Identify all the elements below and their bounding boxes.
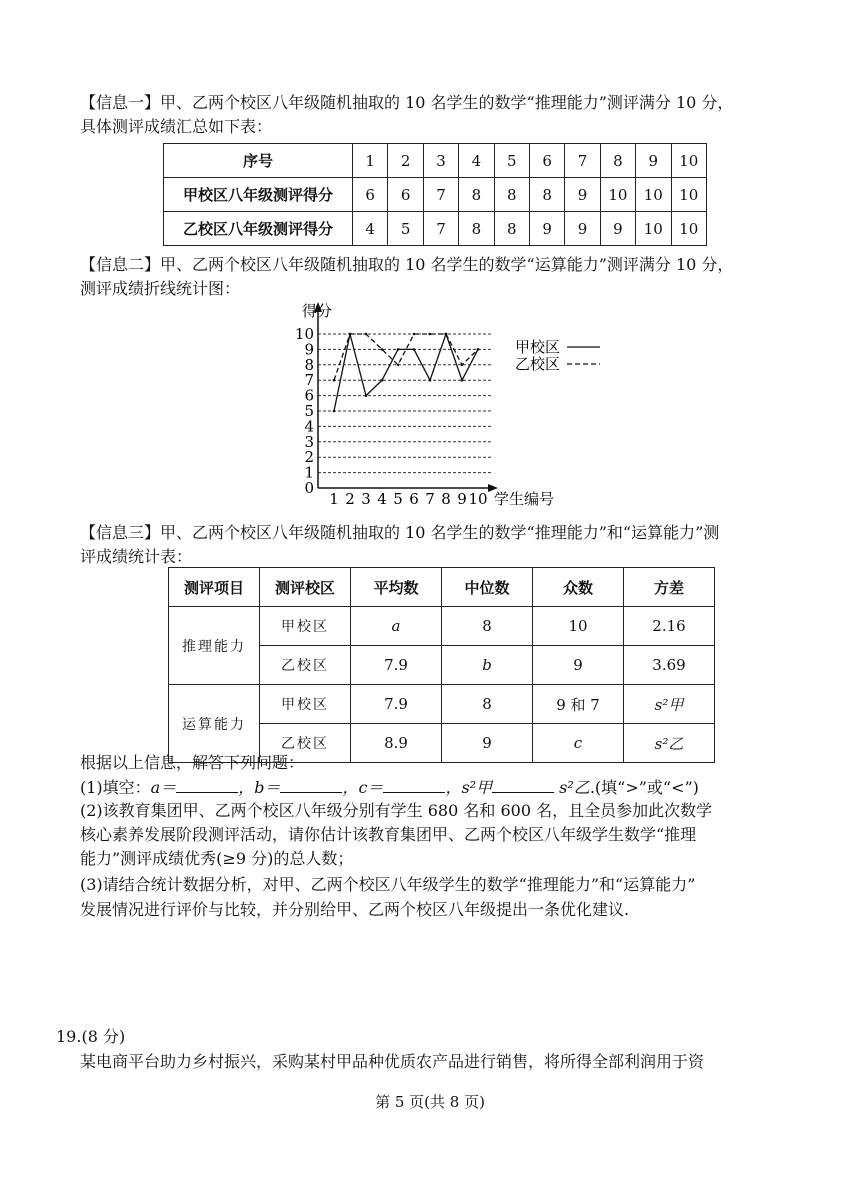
table-row [169, 685, 715, 724]
index-cell: 2 [388, 144, 423, 178]
table-row [169, 568, 715, 607]
info1-line1: 【信息一】甲、乙两个校区八年级随机抽取的 10 名学生的数学“推理能力”测评满分 10 分， [80, 93, 734, 112]
series-point [413, 333, 416, 336]
statistics-table [168, 567, 715, 763]
mean-cell: a [351, 607, 442, 646]
q1-suffix: .(填“>”或“<”) [589, 778, 699, 797]
question-3-line2: 发展情况进行评价与比较，并分别给甲、乙两个校区八年级提出一条优化建议. [80, 900, 630, 919]
info2-line2: 测评成绩折线统计图： [80, 279, 241, 298]
row-label: 甲校区八年级测评得分 [164, 178, 353, 212]
column-header: 众数 [533, 568, 624, 607]
question-2-line2: 核心素养发展阶段测评活动，请你估计该教育集团甲、乙两个校区八年级学生数学“推理 [80, 825, 697, 844]
table-row [164, 212, 707, 246]
score-cell: 6 [353, 178, 388, 212]
mean-cell: 7.9 [351, 646, 442, 685]
mode-cell: 10 [533, 607, 624, 646]
index-cell: 8 [600, 144, 635, 178]
variance-cell: s²乙 [624, 724, 715, 763]
x-tick-label: 4 [377, 490, 387, 508]
column-header: 方差 [624, 568, 715, 607]
table-row [169, 607, 715, 646]
y-tick-label: 5 [304, 402, 314, 420]
legend-label: 甲校区 [515, 338, 561, 356]
info3-line2: 评成绩统计表： [80, 547, 193, 566]
series-point [333, 379, 336, 382]
questions-intro: 根据以上信息，解答下列问题： [80, 753, 305, 772]
q1-prefix: (1)填空： [80, 778, 151, 797]
series-point [461, 364, 464, 367]
series-point [429, 333, 432, 336]
school-cell: 甲校区 [260, 685, 351, 724]
x-tick-label: 3 [361, 490, 371, 508]
y-tick-label: 1 [304, 463, 314, 482]
series-point [365, 394, 368, 397]
score-cell: 10 [636, 178, 671, 212]
column-header: 平均数 [351, 568, 442, 607]
question-19-line1: 某电商平台助力乡村振兴，采购某村甲品种优质农产品进行销售，将所得全部利润用于资 [80, 1052, 705, 1071]
school-cell: 甲校区 [260, 607, 351, 646]
series-point [461, 379, 464, 382]
x-tick-label: 6 [409, 490, 419, 508]
x-tick-label: 7 [425, 490, 435, 508]
score-cell: 4 [353, 212, 388, 246]
q1-s1-label: ，s²甲 [445, 778, 493, 797]
series-point [397, 348, 400, 351]
index-cell: 5 [494, 144, 529, 178]
series-point [349, 333, 352, 336]
info1-line2: 具体测评成绩汇总如下表： [80, 117, 273, 136]
variance-cell: s²甲 [624, 685, 715, 724]
table-row [164, 144, 707, 178]
median-cell: 8 [442, 607, 533, 646]
y-axis-label: 得分 [302, 302, 333, 320]
series-point [365, 333, 368, 336]
y-tick-label: 10 [294, 325, 314, 343]
score-cell: 8 [529, 178, 564, 212]
y-tick-label: 3 [304, 432, 314, 451]
score-cell: 7 [423, 178, 458, 212]
question-19-number: 19.(8 分) [56, 1027, 126, 1046]
series-point [477, 348, 480, 351]
score-cell: 10 [671, 212, 706, 246]
mean-cell: 8.9 [351, 724, 442, 763]
question-2-line3: 能力”测评成绩优秀(≥9 分)的总人数； [80, 849, 354, 868]
score-cell: 8 [494, 212, 529, 246]
reasoning-score-table [163, 143, 707, 246]
mode-cell: c [533, 724, 624, 763]
y-tick-label: 7 [304, 371, 314, 390]
x-tick-label: 2 [345, 490, 355, 508]
row-label: 乙校区八年级测评得分 [164, 212, 353, 246]
index-cell: 9 [636, 144, 671, 178]
median-cell: 8 [442, 685, 533, 724]
x-axis-label: 学生编号 [494, 490, 555, 508]
item-cell: 推理能力 [169, 607, 260, 685]
question-2-line1: (2)该教育集团甲、乙两个校区八年级分别有学生 680 名和 600 名，且全员参加此次数学 [80, 801, 713, 820]
x-tick-label: 8 [441, 490, 451, 508]
y-tick-label: 4 [304, 417, 314, 436]
variance-cell: 2.16 [624, 607, 715, 646]
answer-blank-b[interactable] [280, 776, 342, 793]
median-cell: 9 [442, 724, 533, 763]
mode-cell: 9 [533, 646, 624, 685]
y-tick-label: 6 [304, 386, 314, 405]
table-header-cell: 序号 [164, 144, 353, 178]
score-cell: 9 [565, 178, 600, 212]
mode-cell: 9 和 7 [533, 685, 624, 724]
score-cell: 9 [600, 212, 635, 246]
series-point [381, 379, 384, 382]
column-header: 测评项目 [169, 568, 260, 607]
index-cell: 3 [423, 144, 458, 178]
score-cell: 10 [600, 178, 635, 212]
series-point [397, 364, 400, 367]
y-tick-label: 9 [304, 340, 314, 359]
table-row [164, 178, 707, 212]
series-point [413, 348, 416, 351]
item-cell: 运算能力 [169, 685, 260, 763]
score-cell: 10 [636, 212, 671, 246]
series-line-1 [334, 334, 478, 411]
variance-cell: 3.69 [624, 646, 715, 685]
x-tick-label: 5 [393, 490, 403, 508]
x-tick-label: 9 [457, 490, 467, 508]
q1-s2-label: s²乙 [559, 778, 590, 797]
y-tick-label: 0 [304, 479, 314, 497]
score-cell: 6 [388, 178, 423, 212]
answer-blank-c[interactable] [383, 776, 445, 793]
series-point [445, 333, 448, 336]
index-cell: 1 [353, 144, 388, 178]
score-cell: 9 [529, 212, 564, 246]
series-point [333, 410, 336, 413]
info3-line1: 【信息三】甲、乙两个校区八年级随机抽取的 10 名学生的数学“推理能力”和“运算能力”测 [80, 523, 720, 542]
index-cell: 7 [565, 144, 600, 178]
calculation-ability-line-chart [270, 300, 600, 512]
index-cell: 4 [459, 144, 494, 178]
column-header: 中位数 [442, 568, 533, 607]
x-tick-label: 1 [329, 490, 339, 508]
q1-c-label: ，c＝ [342, 778, 384, 797]
median-cell: b [442, 646, 533, 685]
info2-line1: 【信息二】甲、乙两个校区八年级随机抽取的 10 名学生的数学“运算能力”测评满分 10 分， [80, 255, 734, 274]
score-cell: 10 [671, 178, 706, 212]
q1-b-label: ，b＝ [238, 778, 281, 797]
mean-cell: 7.9 [351, 685, 442, 724]
score-cell: 5 [388, 212, 423, 246]
legend-label: 乙校区 [515, 355, 561, 373]
school-cell: 乙校区 [260, 724, 351, 763]
score-cell: 7 [423, 212, 458, 246]
question-1 [80, 776, 699, 799]
series-point [429, 379, 432, 382]
score-cell: 8 [494, 178, 529, 212]
answer-blank-a[interactable] [176, 776, 238, 793]
score-cell: 9 [565, 212, 600, 246]
index-cell: 6 [529, 144, 564, 178]
q1-a-label: a＝ [150, 778, 177, 797]
column-header: 测评校区 [260, 568, 351, 607]
series-point [381, 348, 384, 351]
index-cell: 10 [671, 144, 706, 178]
question-3-line1: (3)请结合统计数据分析，对甲、乙两个校区八年级学生的数学“推理能力”和“运算能力” [80, 875, 696, 894]
y-tick-label: 2 [304, 448, 314, 467]
score-cell: 8 [459, 212, 494, 246]
score-cell: 8 [459, 178, 494, 212]
x-tick-label: 10 [468, 490, 488, 508]
y-tick-label: 8 [304, 355, 314, 374]
answer-blank-compare[interactable] [492, 776, 554, 793]
page-footer: 第 5 页(共 8 页) [375, 1093, 485, 1111]
school-cell: 乙校区 [260, 646, 351, 685]
